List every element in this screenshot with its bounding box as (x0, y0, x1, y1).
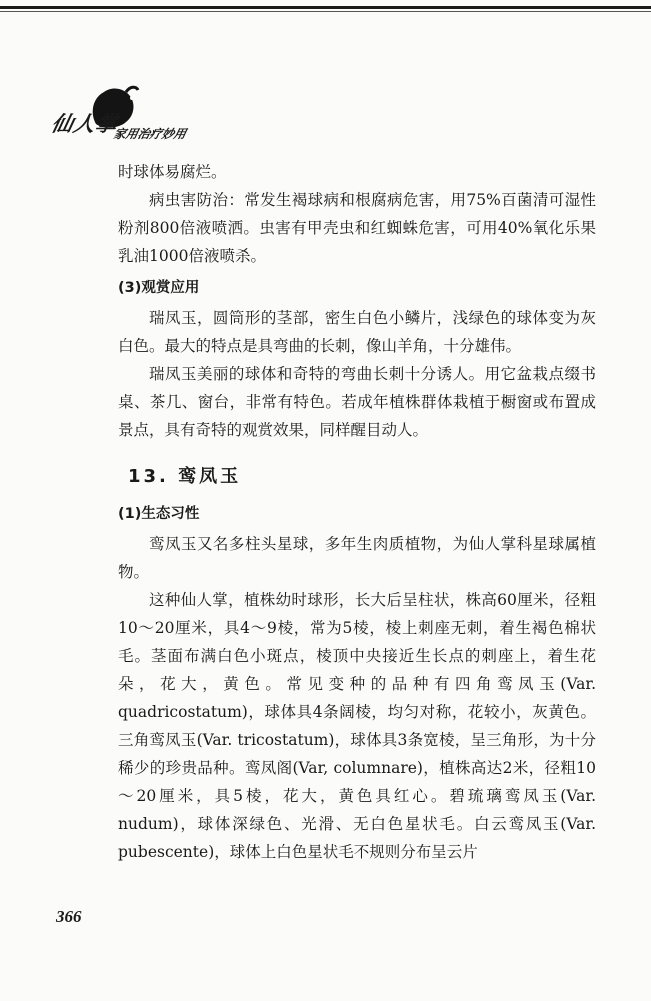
page-body (118, 158, 596, 866)
header-logo (49, 78, 242, 148)
paragraph-continued: 时球体易腐烂。 (118, 163, 227, 181)
logo-subtitle: 家用治疗妙用 (112, 127, 188, 141)
paragraph-description: 瑞凤玉，圆筒形的茎部，密生白色小鳞片，浅绿色的球体变为灰白色。最大的特点是具弯曲的长刺，像山羊角，十分雄伟。 (118, 309, 596, 355)
top-rule-thin (0, 11, 651, 12)
page-number: 366 (56, 907, 82, 926)
paragraph-pest-control: 病虫害防治：常发生褐球病和根腐病危害，用75%百菌清可湿性粉剂800倍液喷洒。虫害有甲壳虫和红蜘蛛危害，可用40%氧化乐果乳油1000倍液喷杀。 (118, 191, 596, 265)
paragraph-display: 瑞凤玉美丽的球体和奇特的弯曲长刺十分诱人。用它盆栽点缀书桌、茶几、窗台，非常有特色。若成年植株群体栽植于橱窗或布置成景点，具有奇特的观赏效果，同样醒目动人。 (118, 365, 596, 439)
top-rule (0, 6, 651, 9)
section-title: 13. 鸾凤玉 (128, 466, 242, 487)
paragraph-alias: 鸾凤玉又名多柱头星球，多年生肉质植物，为仙人掌科星球属植物。 (118, 535, 596, 581)
subheading-ornamental-use: (3)观赏应用 (118, 280, 200, 296)
paragraph-varieties: 这种仙人掌，植株幼时球形，长大后呈柱状，株高60厘米，径粗10～20厘米，具4～9棱，常为5棱，棱上刺座无刺，着生褐色棉状毛。茎面布满白色小斑点，棱顶中央接近生长点的刺座上，着生花朵，花大，黄色。常见变种的品种有四角鸾凤玉(Var. quadricostatum)，球体具4条阔棱，均匀对称，花较小，灰黄色。三角鸾凤玉(Var. tricostatum)，球体具3条宽棱，呈三角形，为十分稀少的珍贵品种。鸾凤阁(Var, columnare)，植株高达2米，径粗10～20厘米，具5棱，花大，黄色具红心。碧琉璃鸾凤玉(Var. nudum)，球体深绿色、光滑、无白色星状毛。白云鸾凤玉(Var. pubescente)，球体上白色星状毛不规则分布呈云片 (118, 591, 596, 861)
subheading-ecology: (1)生态习性 (118, 506, 200, 522)
logo-title: 仙人掌 (49, 111, 121, 136)
